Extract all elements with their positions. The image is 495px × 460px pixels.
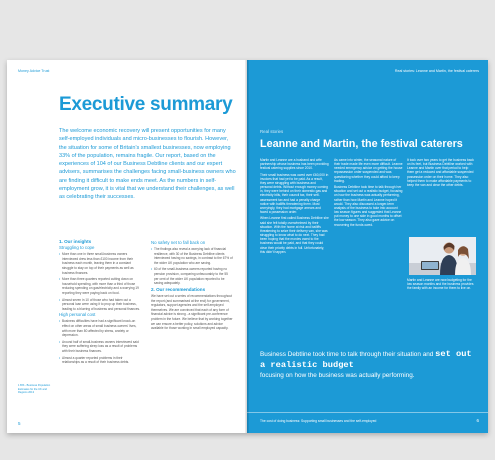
story-photo [409,237,476,275]
pull-quote-text: Business Debtline took time to talk through their situation and [260,351,434,358]
couple-photo-illustration [409,237,476,275]
story-column [407,158,476,189]
story-paragraph: It took over two years to get the business back on its feet, but Business Debtline worked with Leanne and Martin over that period to help them get a reduced and affordable suspended possession order on their home. They also helped them to make affordable payments to keep the van and clear the other debts. [407,158,474,187]
section-heading: 2. Our recommendations [151,286,206,292]
bullet-item: • Almost seven in 10 of those who had taken out a personal loan were using it to prop up their business, leading to a blurring of business and personal finances. [59,298,141,312]
pull-quote-text: focusing on how the business was actually performing. [260,372,415,379]
story-paragraph: When Leanne first called Business Debtline she said she felt totally overwhelmed by their situation. With the home at risk and bailiffs threatening to seize their delivery van, she was struggling to know what to do next. They had been hoping that the monies owed to the business would be paid, and that they could clear their priority debts in full. Unfortunately, this didn't happen. [260,216,329,254]
story-paragraph: Business Debtline took time to talk through her situation and set out a realistic budget, focusing on how the business was actually performing, rather than how Martin and Leanne hoped it would. They also discussed a longer-term analysis of the business to take into account low season figures and suggested that Leanne put money to one side in good months to offset the low season. They also gave advice on recovering the funds owed. [334,185,403,227]
page-number: 5 [18,421,21,426]
bullet-item: • Around half of small-business owners interviewed said they were suffering sleep loss as a result of problems with their business finances. [59,340,141,354]
left-page [7,60,247,433]
right-page [247,60,488,433]
story-column [407,278,476,293]
report-spread [7,60,488,433]
intro-paragraph: The welcome economic recovery will present opportunities for many self-employed individuals and micro-businesses to flourish. However, the situation for some of Britain's smallest businesses, now employing 33% of the population, remains fragile. Our report, based on the experiences of 104 of our Business Debtline clients and our expert advisers, summarises the challenges facing small-business owners who are finding it difficult to make ends meet. As the numbers in self-employment grow, it is vital that we understand their challenges, as well as celebrating their successes. [59,128,236,201]
bullet-item: • Business difficulties have had a significant knock-on effect on other areas of small business owners' lives, with more than 80 affected by stress, anxiety or depression. [59,319,141,337]
pull-quote-highlight: set out a realistic budget [260,349,472,370]
footer-text: The cost of doing business: Supporting small businesses and the self-employed [260,419,377,423]
story-column [334,158,403,229]
bullet-item: • 60 of the small-business owners reported having no pension provision, comparing unfavourably to the 55 per cent of the wider UK population reported to be saving adequately. [151,267,233,285]
body-paragraph: We have set out a series of recommendations throughout the report (and summarised at the end) for government, regulators, support agencies and the self-employed themselves. We are convinced that each of any form of financial advice is strong - a significant pre-conference problem in the future. We believe that by working together we can ensure a better policy, solutions and advice available for those working in small employed capacity. [151,293,233,331]
recommendations-column [151,240,233,331]
page-number: 6 [476,418,479,423]
bullet-item: • More than three quarters reported cutting down on household spending, with more than a third of those reducing spending on gas/electricity and a worrying 19 reporting they were paying back on food. [59,277,141,295]
subheading: High personal cost [59,312,96,318]
pull-quote [260,349,482,381]
subheading: Struggling to cope [59,245,95,251]
footnotes: 1 BIS - Business Population Estimates for the UK and Regions 2013 [18,384,51,395]
section-heading: 1. Our insights [59,239,92,244]
kicker-label: Real stories [260,129,284,134]
page-title: Executive summary [59,94,233,115]
story-paragraph: As came into winter, the seasonal nature of their trade made life even more difficult. Leanne needed emergency advice on getting the house repossession order suspended and was questioning whether they could afford to keep trading. [334,158,403,183]
bullet-item: • The findings also reveal a worrying lack of financial resilience, with 30 of the Business Debtline clients interviewed having no savings, in contrast to the 67% of the wider UK population who are saving. [151,247,233,265]
story-column [260,158,329,256]
running-head: Money Advice Trust [18,69,50,73]
bullet-item: • More than one in three small-business owners interviewed drew less than £100 income from their business each month, leaving them in a constant struggle to stay on top of their payments as well as business finances. [59,252,141,275]
bullet-item: • Almost a quarter reported problems in their relationships as a result of their business debts. [59,356,141,365]
subheading: No safety net to fall back on [151,240,206,245]
story-paragraph: Martin and Leanne are a husband and wife partnership whose business has been providing festival catering supplies since 2010. [260,158,329,171]
insights-column [59,240,141,367]
story-paragraph: Martin and Leanne are now budgeting for the low season months and the business provides the family with an income for them to live on. [407,278,474,291]
spine-shadow [245,60,249,433]
story-title: Leanne and Martin, the festival caterers [260,138,463,150]
story-paragraph: Their small business was owed over £60,000 in invoices that had yet to be paid. As a result, they were struggling with business and personal debts. Without enough money coming in, they were behind on their domestic gas and electricity bills, their council tax, their self-assessment tax and had a penalty charge notice with bailiffs threatening them. Most worryingly, they had mortgage arrears and faced a possession order. [260,172,329,215]
footer-divider [247,412,488,413]
running-head: Real stories: Leanne and Martin, the festival caterers [394,69,479,73]
